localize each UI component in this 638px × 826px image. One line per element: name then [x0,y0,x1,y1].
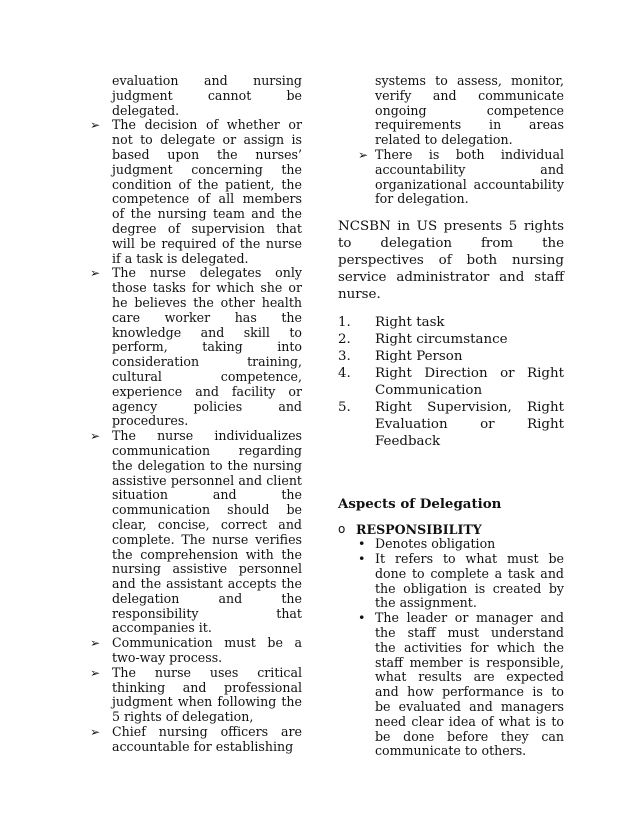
list-item-text: Communication must be a two-way process. [112,635,302,666]
ncsbn-paragraph: NCSBN in US presents 5 rights to delegation from the perspectives of both nursing service administrator and staff nurse. [338,219,564,303]
item-number: 4. [338,366,351,382]
list-item-text: The nurse delegates only those tasks for which she or he believes the other health care worker has the knowledge and skill to perform, taking into consideration training, cultural competence, experience and facility or agency policies and procedures. [112,265,302,429]
item-number: 1. [338,315,351,331]
arrow-bullet-icon: ➢ [90,118,101,133]
list-item [90,725,302,755]
item-text: Right Person [375,349,463,365]
dot-bullet-icon: • [358,550,366,566]
left-continuation-text: evaluation and nursing judgment cannot be delegated. [112,73,302,118]
item-text: Right Direction or Right Communication [375,366,564,399]
rights-list-item [338,399,564,450]
subheading [338,522,564,537]
right-continuation-text [338,74,564,148]
item-number: 2. [338,332,351,348]
list-item [338,148,564,207]
list-item [90,666,302,725]
continuation-text: systems to assess, monitor, verify and communicate ongoing competence requirements in areas related to delegation. [375,73,564,148]
circle-bullet-icon: o [338,522,346,537]
left-column [90,74,302,755]
arrow-bullet-icon: ➢ [90,665,101,680]
list-item [338,537,564,552]
list-item-text: The nurse uses critical thinking and professional judgment when following the 5 rights of delegation, [112,664,302,725]
subheading-text: RESPONSIBILITY [356,522,482,538]
arrow-bullet-icon: ➢ [90,725,101,740]
arrow-bullet-icon: ➢ [358,147,369,162]
rights-list-item [338,365,564,399]
list-item [90,118,302,266]
item-number: 3. [338,349,351,365]
arrow-bullet-icon: ➢ [90,266,101,281]
list-item [338,552,564,611]
list-item-text: Chief nursing officers are accountable for establishing [112,724,302,754]
list-item-text: The leader or manager and the staff must understand the activities for which the staff member is responsible, what results are expected and how performance is to be evaluated and managers need clear idea of what is to be done before they can communicate to others. [375,610,564,759]
rights-list-item [338,314,564,331]
list-item-text: Denotes obligation [375,536,496,552]
list-item [90,636,302,666]
arrow-bullet-icon: ➢ [90,636,101,651]
rights-list-item [338,348,564,365]
rights-list [338,314,564,450]
section-heading: Aspects of Delegation [338,496,502,513]
list-item-text: It refers to what must be done to complete a task and the obligation is created by the assignment. [375,550,564,611]
item-text: Right task [375,315,445,331]
right-column [338,74,564,759]
item-text: Right circumstance [375,332,508,348]
list-item-text: The decision of whether or not to delegate or assign is based upon the nurses’ judgment concerning the condition of the patient, the competence of all members of the nursing team and the degree of supervision that will be required of the nurse if a task is delegated. [112,117,302,266]
list-item [90,429,302,636]
list-item-text: There is both individual accountability and organizational accountability for delegation. [375,146,564,207]
list-item [338,611,564,759]
list-item [90,266,302,429]
dot-bullet-icon: • [358,536,366,552]
list-item-text: The nurse individualizes communication regarding the delegation to the nursing assistive personnel and client situation and the communication should be clear, concise, correct and complete. The nurse verifies the comprehension with the nursing assistive personnel and the assistant accepts the delegation and the responsibility that accompanies it. [112,428,302,636]
rights-list-item [338,331,564,348]
dot-bullet-icon: • [358,610,366,626]
arrow-bullet-icon: ➢ [90,429,101,444]
item-number: 5. [338,400,351,416]
item-text: Right Supervision, Right Evaluation or Right Feedback [375,400,564,450]
